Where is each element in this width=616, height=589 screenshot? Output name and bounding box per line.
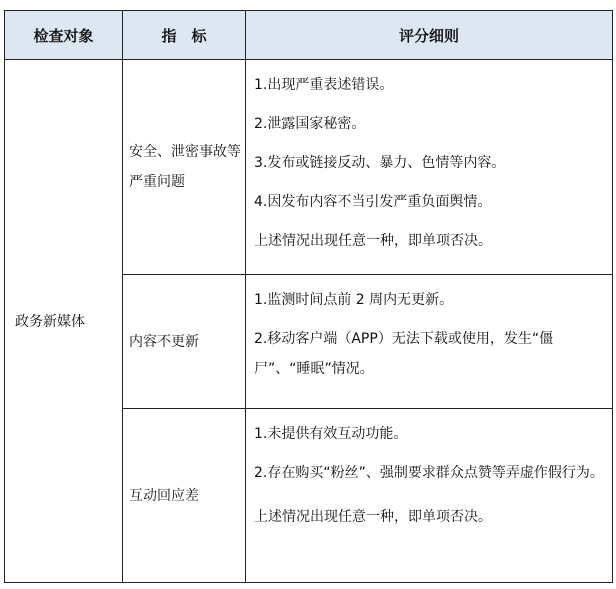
header-row: [5, 11, 613, 60]
indicator-cell: 内容不更新: [123, 275, 246, 409]
detail-item: 上述情况出现任意一种，即单项否决。: [254, 233, 492, 249]
detail-item: 1.出现严重表述错误。: [254, 77, 394, 93]
detail-item: 3.发布或链接反动、暴力、色情等内容。: [254, 155, 506, 171]
header-object: 检查对象: [5, 11, 123, 60]
detail-item: 上述情况出现任意一种，即单项否决。: [254, 509, 492, 525]
evaluation-table: [4, 10, 613, 583]
detail-item: 1.监测时间点前 2 周内无更新。: [254, 292, 454, 308]
detail-cell: [246, 409, 613, 583]
header-detail: 评分细则: [246, 11, 613, 60]
detail-item: 4.因发布内容不当引发严重负面舆情。: [254, 194, 492, 210]
table-row: [5, 60, 613, 275]
detail-item: 2.存在购买“粉丝”、强制要求群众点赞等弄虚作假行为。: [254, 465, 604, 481]
detail-item: 1.未提供有效互动功能。: [254, 426, 408, 442]
indicator-cell: 安全、泄密事故等严重问题: [123, 60, 246, 275]
header-indicator: 指 标: [123, 11, 246, 60]
detail-item: 2.移动客户端（APP）无法下载或使用，发生“僵尸”、“睡眠”情况。: [254, 331, 554, 377]
check-object-cell: 政务新媒体: [5, 60, 123, 583]
detail-item: 2.泄露国家秘密。: [254, 116, 366, 132]
indicator-cell: 互动回应差: [123, 409, 246, 583]
detail-cell: [246, 60, 613, 275]
detail-cell: [246, 275, 613, 409]
